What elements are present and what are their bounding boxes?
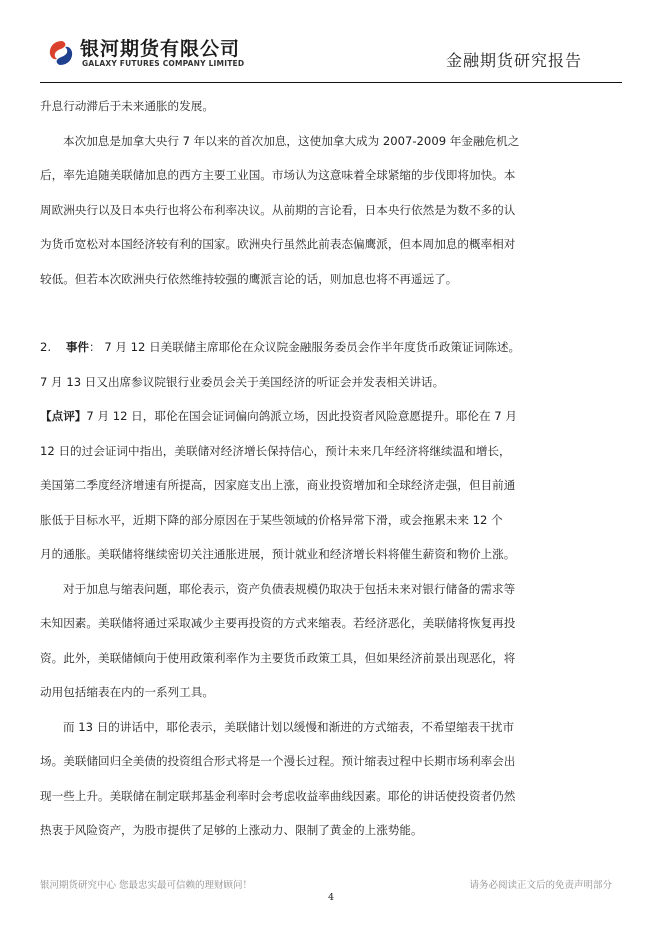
paragraph-line: 较低。但若本次欧洲央行依然维持较强的鹰派言论的话，则加息也将不再遥远了。 xyxy=(40,271,458,286)
paragraph-line: 胀低于目标水平，近期下降的部分原因在于某些领域的价格异常下滑，或会拖累未来 12 个 xyxy=(40,512,503,527)
paragraph-line: 12 日的过会证词中指出，美联储对经济增长保持信心，预计未来几年经济将继续温和增长， xyxy=(40,443,511,458)
header-divider xyxy=(40,82,622,83)
paragraph-line: 美国第二季度经济增速有所提高，因家庭支出上涨，商业投资增加和全球经济走强，但目前通 xyxy=(40,478,516,492)
company-name-cn: 银河期货有限公司 xyxy=(80,38,241,60)
event-colon: ： xyxy=(89,340,101,354)
paragraph-line: 热衷于风险资产，为股市提供了足够的上涨动力、限制了黄金的上涨势能。 xyxy=(40,823,423,837)
paragraph-line: 而 13 日的讲话中，耶伦表示，美联储计划以缓慢和渐进的方式缩表，不希望缩表干扰市 xyxy=(63,719,515,734)
footer-disclaimer-note: 请务必阅读正文后的免责声明部分 xyxy=(469,880,612,891)
paragraph-line: 现一些上升。美联储在制定联邦基金利率时会考虑收益率曲线因素。耶伦的讲话使投资者仍然 xyxy=(40,788,516,803)
paragraph-line: 资。此外，美联储倾向于使用政策利率作为主要货币政策工具，但如果经济前景出现恶化，将 xyxy=(40,650,516,665)
paragraph-line: 动用包括缩表在内的一系列工具。 xyxy=(40,685,214,699)
paragraph-line: 升息行动滞后于未来通胀的发展。 xyxy=(40,99,214,113)
paragraph-line: 未知因素。美联储将通过采取减少主要再投资的方式来缩表。若经济恶化，美联储将恢复再投 xyxy=(40,616,516,630)
paragraph-line: 场。美联储回归全美债的投资组合形式将是一个漫长过程。预计缩表过程中长期市场利率会出 xyxy=(40,754,516,768)
event-label: 事件 xyxy=(65,340,90,354)
comment-text: 7 月 12 日，耶伦在国会证词偏向鸽派立场，因此投资者风险意愿提升。耶伦在 7 月 xyxy=(86,409,517,423)
company-name-en: GALAXY FUTURES COMPANY LIMITED xyxy=(82,59,245,68)
galaxy-logo-icon xyxy=(46,38,76,68)
paragraph-line: 周欧洲央行以及日本央行也将公布利率决议。从前期的言论看，日本央行依然是为数不多的认 xyxy=(40,202,516,217)
paragraph-line: 本次加息是加拿大央行 7 年以来的首次加息，这使加拿大成为 2007-2009 年金融危机之 xyxy=(63,133,520,148)
section-spacer xyxy=(40,296,526,330)
event-text: 7 月 12 日美联储主席耶伦在众议院金融服务委员会作半年度货币政策证词陈述。 xyxy=(104,340,521,354)
footer-slogan: 银河期货研究中心 您最忠实最可信赖的理财顾问！ xyxy=(40,880,253,891)
page-number: 4 xyxy=(327,892,335,903)
event-heading-line xyxy=(40,330,526,365)
paragraph-line: 后，率先追随美联储加息的西方主要工业国。市场认为这意味着全球紧缩的步伐即将加快。本 xyxy=(40,168,516,182)
event-number: 2. xyxy=(40,340,52,354)
report-body xyxy=(40,89,526,848)
page-header xyxy=(40,30,622,82)
paragraph-line: 月的通胀。美联储将继续密切关注通胀进展，预计就业和经济增长料将催生薪资和物价上涨。 xyxy=(40,547,516,561)
comment-label: 【点评】 xyxy=(40,409,87,423)
paragraph-line: 为货币宽松对本国经济较有利的国家。欧洲央行虽然此前表态偏鹰派，但本周加息的概率相对 xyxy=(40,237,516,251)
paragraph-line: 7 月 13 日又出席参议院银行业委员会关于美国经济的听证会并发表相关讲话。 xyxy=(40,374,445,389)
report-type-title: 金融期货研究报告 xyxy=(445,51,582,70)
comment-first-line xyxy=(40,399,526,434)
paragraph-line: 对于加息与缩表问题，耶伦表示，资产负债表规模仍取决于包括未来对银行储备的需求等 xyxy=(63,581,516,596)
